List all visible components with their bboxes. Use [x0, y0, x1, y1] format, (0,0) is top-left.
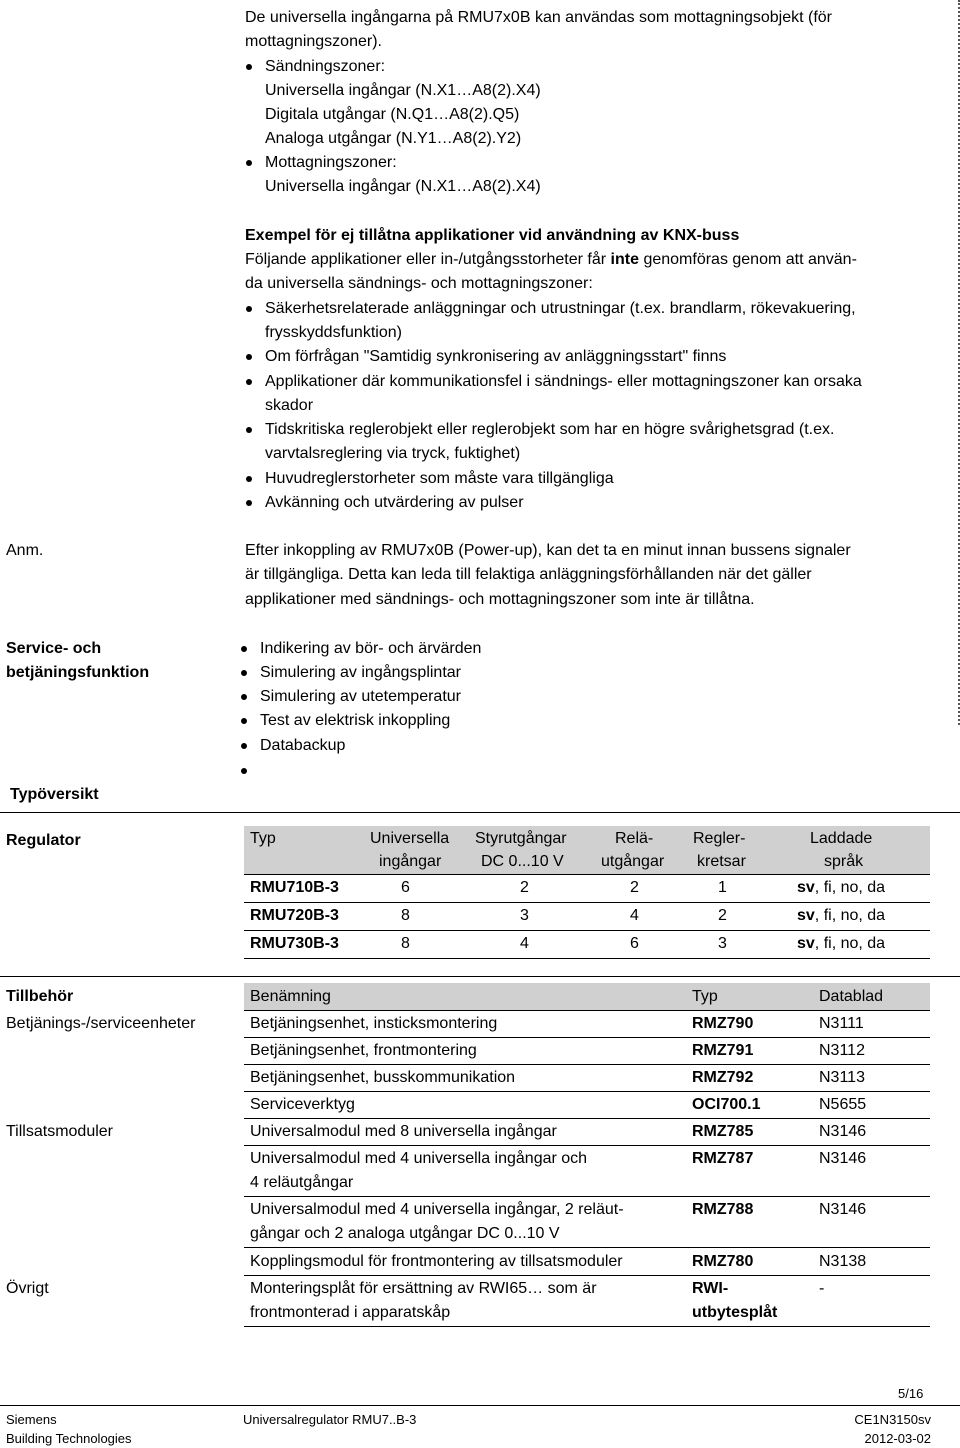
table-rule — [244, 1145, 930, 1146]
regulator-header: Typ — [250, 830, 276, 847]
example-heading: Exempel för ej tillåtna applikationer vid användning av KNX-buss — [245, 227, 740, 244]
tillbehor-cell-db: - — [819, 1280, 825, 1297]
example-item-cont: skador — [265, 397, 314, 414]
page-number: 5/16 — [898, 1386, 924, 1401]
example-item-cont: varvtalsreglering via tryck, fuktighet) — [265, 445, 521, 462]
table-rule — [244, 1275, 930, 1276]
service-item: Simulering av ingångsplintar — [260, 664, 461, 681]
regulator-cell-typ: RMU720B-3 — [250, 907, 339, 924]
section-divider — [0, 812, 960, 813]
intro-line: mottagningszoner). — [245, 33, 382, 50]
footer-rule — [0, 1405, 960, 1406]
table-rule — [244, 1010, 930, 1011]
service-item: Test av elektrisk inkoppling — [260, 712, 451, 729]
tillbehor-cell-name: frontmonterad i apparatskåp — [250, 1304, 451, 1321]
tillbehor-cell-name: Universalmodul med 8 universella ingångar — [250, 1123, 557, 1140]
tillbehor-cell-typ: RMZ792 — [692, 1069, 754, 1086]
intro-subline: Universella ingångar (N.X1…A8(2).X4) — [265, 82, 541, 99]
regulator-cell: 8 — [401, 907, 410, 924]
tillbehor-cell-typ: RMZ780 — [692, 1253, 754, 1270]
example-item: Tidskritiska reglerobjekt eller reglerobjekt som har en högre svårighetsgrad (t.ex. — [265, 421, 835, 438]
service-item: Simulering av utetemperatur — [260, 688, 461, 705]
service-label: Service- och — [6, 640, 102, 657]
regulator-header: Regler- — [693, 830, 746, 847]
tillbehor-cell-db: N5655 — [819, 1096, 867, 1113]
typoversikt-label: Typöversikt — [10, 786, 99, 803]
tillbehor-cell-typ: RMZ790 — [692, 1015, 754, 1032]
regulator-cell: 6 — [630, 935, 639, 952]
tillbehor-group-label: Tillsatsmoduler — [6, 1123, 113, 1140]
tillbehor-cell-db: N3146 — [819, 1201, 867, 1218]
note-line: Efter inkoppling av RMU7x0B (Power-up), kan det ta en minut innan bussens signaler — [245, 542, 851, 559]
regulator-cell: 8 — [401, 935, 410, 952]
regulator-header: Relä- — [615, 830, 654, 847]
section-divider — [0, 976, 960, 977]
example-item: Avkänning och utvärdering av pulser — [265, 494, 524, 511]
tillbehor-cell-typ: RMZ787 — [692, 1150, 754, 1167]
regulator-cell: 2 — [630, 879, 639, 896]
note-label: Anm. — [6, 542, 44, 559]
tillbehor-cell-typ: utbytesplåt — [692, 1304, 778, 1321]
footer-doc-number: CE1N3150sv — [854, 1412, 931, 1427]
regulator-header: Universella — [370, 830, 450, 847]
regulator-header: kretsar — [697, 853, 746, 870]
tillbehor-cell-typ: RMZ791 — [692, 1042, 754, 1059]
table-rule — [244, 874, 930, 875]
regulator-cell: 3 — [718, 935, 727, 952]
intro-subline: Digitala utgångar (N.Q1…A8(2).Q5) — [265, 106, 520, 123]
footer-product: Universalregulator RMU7..B-3 — [243, 1412, 417, 1427]
tillbehor-cell-db: N3113 — [819, 1069, 865, 1086]
tillbehor-cell-name: Serviceverktyg — [250, 1096, 355, 1113]
intro-bullet: Mottagningszoner: — [265, 154, 397, 171]
tillbehor-cell-name: 4 reläutgångar — [250, 1174, 354, 1191]
tillbehor-cell-db: N3138 — [819, 1253, 867, 1270]
table-rule — [244, 930, 930, 931]
intro-bullet: Sändningszoner: — [265, 58, 386, 75]
table-rule — [244, 958, 930, 959]
example-item: Säkerhetsrelaterade anläggningar och utrustningar (t.ex. brandlarm, rökevakuering, — [265, 300, 856, 317]
table-rule — [244, 1064, 930, 1065]
tillbehor-cell-typ: OCI700.1 — [692, 1096, 761, 1113]
intro-line: De universella ingångarna på RMU7x0B kan användas som mottagningsobjekt (för — [245, 9, 832, 26]
tillbehor-cell-name: Betjäningsenhet, insticksmontering — [250, 1015, 498, 1032]
example-item-cont: frysskyddsfunktion) — [265, 324, 402, 341]
example-paragraph: Följande applikationer eller in-/utgångsstorheter får inte genomföras genom att använ- — [245, 251, 857, 268]
table-rule — [244, 1118, 930, 1119]
tillbehor-cell-db: N3111 — [819, 1015, 864, 1032]
tillbehor-header: Typ — [692, 988, 718, 1005]
regulator-header: utgångar — [601, 853, 665, 870]
example-item: Huvudreglerstorheter som måste vara tillgängliga — [265, 470, 614, 487]
regulator-cell: 4 — [630, 907, 639, 924]
service-label: betjäningsfunktion — [6, 664, 150, 681]
regulator-header: DC 0...10 V — [481, 853, 564, 870]
regulator-cell-lang: sv, fi, no, da — [797, 935, 886, 952]
example-item: Applikationer där kommunikationsfel i sändnings- eller mottagningszoner kan orsaka — [265, 373, 862, 390]
tillbehor-header: Benämning — [250, 988, 331, 1005]
tillbehor-cell-name: gångar och 2 analoga utgångar DC 0...10 V — [250, 1225, 560, 1242]
regulator-header: Styrutgångar — [475, 830, 567, 847]
regulator-cell-typ: RMU730B-3 — [250, 935, 339, 952]
note-line: applikationer med sändnings- och mottagningszoner som inte är tillåtna. — [245, 591, 755, 608]
regulator-cell: 4 — [520, 935, 529, 952]
table-rule — [244, 902, 930, 903]
table-rule — [244, 1091, 930, 1092]
tillbehor-cell-name: Betjäningsenhet, frontmontering — [250, 1042, 477, 1059]
tillbehor-cell-name: Betjäningsenhet, busskommunikation — [250, 1069, 516, 1086]
regulator-label: Regulator — [6, 832, 81, 849]
regulator-cell: 3 — [520, 907, 529, 924]
tillbehor-group-label: Övrigt — [6, 1280, 49, 1297]
tillbehor-cell-db: N3146 — [819, 1150, 867, 1167]
example-item: Om förfrågan "Samtidig synkronisering av anläggningsstart" finns — [265, 348, 727, 365]
regulator-cell: 1 — [718, 879, 727, 896]
footer-company: Siemens — [6, 1412, 57, 1427]
tillbehor-cell-db: N3146 — [819, 1123, 867, 1140]
regulator-header: språk — [824, 853, 864, 870]
tillbehor-cell-name: Universalmodul med 4 universella ingångar, 2 reläut- — [250, 1201, 624, 1218]
table-rule — [244, 1037, 930, 1038]
tillbehor-cell-db: N3112 — [819, 1042, 865, 1059]
service-item: Indikering av bör- och ärvärden — [260, 640, 482, 657]
regulator-header: Laddade — [810, 830, 873, 847]
footer-company: Building Technologies — [6, 1431, 132, 1446]
regulator-cell-lang: sv, fi, no, da — [797, 907, 886, 924]
tillbehor-cell-typ: RWI- — [692, 1280, 729, 1297]
regulator-cell: 2 — [718, 907, 727, 924]
example-paragraph: da universella sändnings- och mottagningszoner: — [245, 275, 593, 292]
regulator-cell: 6 — [401, 879, 410, 896]
regulator-header: ingångar — [379, 853, 442, 870]
tillbehor-cell-typ: RMZ788 — [692, 1201, 754, 1218]
footer-date: 2012-03-02 — [864, 1431, 931, 1446]
regulator-cell: 2 — [520, 879, 529, 896]
table-rule — [244, 1247, 930, 1248]
tillbehor-cell-name: Kopplingsmodul för frontmontering av tillsatsmoduler — [250, 1253, 623, 1270]
regulator-cell-lang: sv, fi, no, da — [797, 879, 886, 896]
tillbehor-header: Datablad — [819, 988, 884, 1005]
regulator-cell-typ: RMU710B-3 — [250, 879, 339, 896]
intro-subline: Analoga utgångar (N.Y1…A8(2).Y2) — [265, 130, 522, 147]
table-rule — [244, 1326, 930, 1327]
table-rule — [244, 1196, 930, 1197]
tillbehor-cell-name: Monteringsplåt för ersättning av RWI65… som är — [250, 1280, 597, 1297]
tillbehor-label: Tillbehör — [6, 988, 74, 1005]
note-line: är tillgängliga. Detta kan leda till felaktiga anläggningsförhållanden när det gäller — [245, 566, 812, 583]
tillbehor-group-label: Betjänings-/serviceenheter — [6, 1015, 196, 1032]
tillbehor-cell-typ: RMZ785 — [692, 1123, 754, 1140]
tillbehor-cell-name: Universalmodul med 4 universella ingångar och — [250, 1150, 588, 1167]
intro-subline: Universella ingångar (N.X1…A8(2).X4) — [265, 178, 541, 195]
service-item: Databackup — [260, 737, 346, 754]
